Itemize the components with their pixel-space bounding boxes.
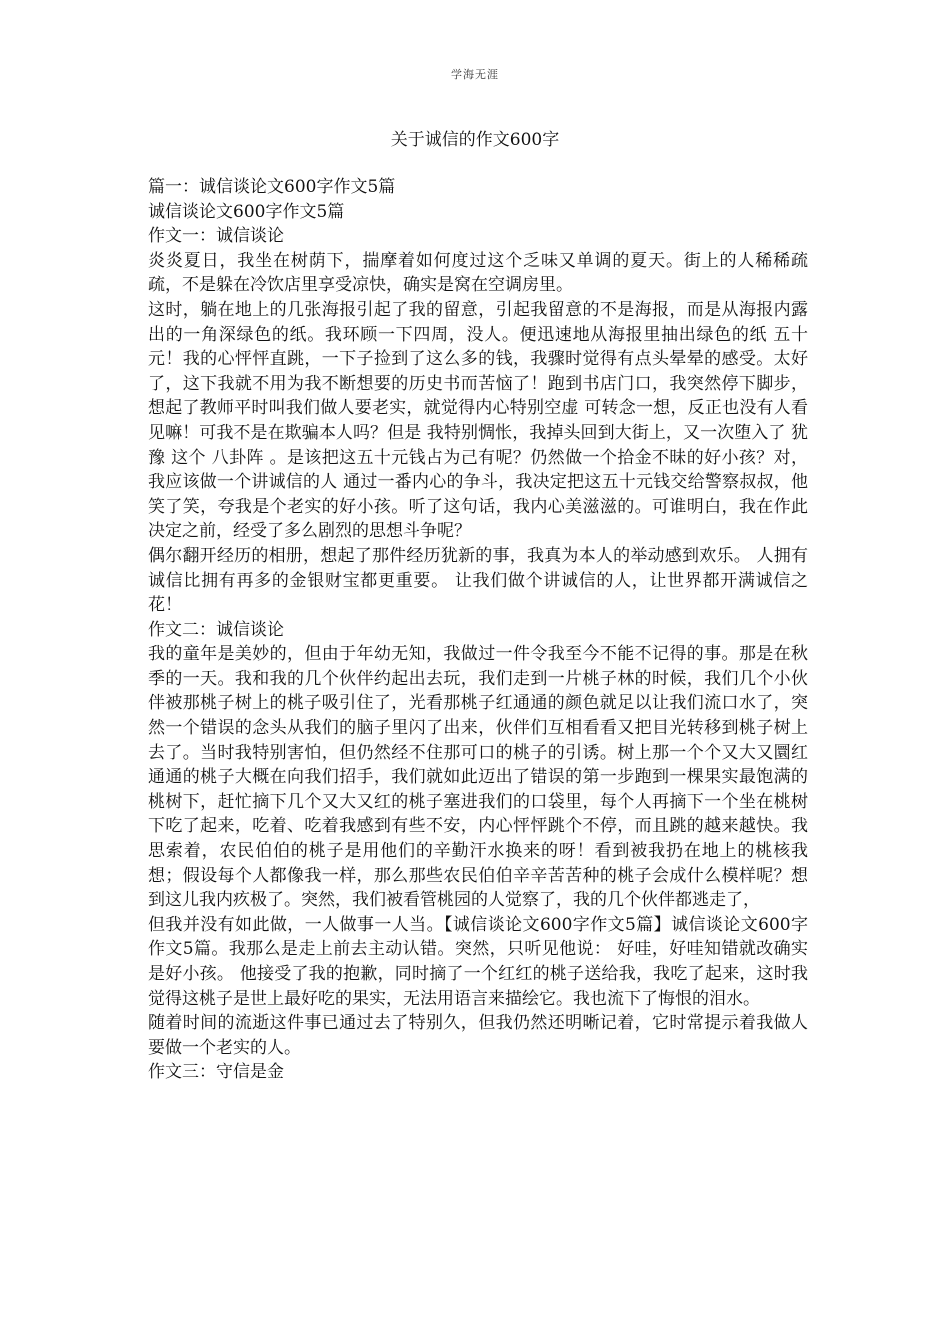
document-title: 关于诚信的作文600字	[390, 130, 560, 150]
collection-title: 诚信谈论文600字作文5篇	[148, 201, 345, 222]
section-heading: 篇一：诚信谈论文600字作文5篇	[148, 177, 396, 197]
page-header: 学海无涯	[451, 68, 499, 81]
paragraph: 这时，躺在地上的几张海报引起了我的留意，引起我留意的不是海报，而是从海报内露出的一角深绿色的纸。我环顾一下四周，没人。便迅速地从海报里抽出绿色的纸 五十元！我的心怦怦直跳，一下子捡到了这么多的钱，我骤时觉得有点头晕晕的感受。太好了，这下我就不用为我不断想要的历史书而苦恼了！跑到书店门口，我突然停下脚步，想起了教师平时叫我们做人要老实，就觉得内心特别空虚 可转念一想，反正也没有人看见嘛！可我不是在欺骗本人吗？但是 我特别惆怅，我掉头回到大街上，又一次堕入了 犹豫 这个 八卦阵 。是该把这五十元钱占为己有呢？仍然做一个拾金不昧的好小孩？对，我应该做一个讲诚信的人 通过一番内心的争斗，我决定把这五十元钱交给警察叔叔，他笑了笑，夸我是个老实的好小孩。听了这句话，我内心美滋滋的。可谁明白，我在作此决定之前，经受了多么剧烈的思想斗争呢？	[148, 299, 808, 542]
paragraph: 随着时间的流逝这件事已通过去了特别久，但我仍然还明晰记着，它时常提示着我做人要做一个老实的人。	[148, 1013, 808, 1058]
paragraph: 我的童年是美妙的，但由于年幼无知，我做过一件令我至今不能不记得的事。那是在秋季的一天。我和我的几个伙伴约起出去玩，我们走到一片桃子林的时候，我们几个小伙伴被那桃子树上的桃子吸引住了，光看那桃子红通通的颜色就足以让我们流口水了，突然一个错误的念头从我们的脑子里闪了出来，伙伴们互相看看又把目光转移到桃子树上去了。当时我特别害怕，但仍然经不住那可口的桃子的引诱。树上那一个个又大又圜红通通的桃子大概在向我们招手，我们就如此迈出了错误的第一步跑到一棵果实最饱满的桃树下，赶忙摘下几个又大又红的桃子塞进我们的口袋里，每个人再摘下一个坐在桃树下吃了起来，吃着、吃着我感到有些不安，内心怦怦跳个不停，而且跳的越来越快。我思索着，农民伯伯的桃子是用他们的辛勤汗水换来的呀！看到被我扔在地上的桃核我想；假设每个人都像我一样，那么那些农民伯伯辛辛苦苦种的桃子会成什么模样呢？想到这儿我内疚极了。突然，我们被看管桃园的人觉察了，我的几个伙伴都逃走了，	[148, 644, 808, 911]
essay-heading-3: 作文三：守信是金	[148, 1062, 284, 1083]
essay-heading-2: 作文二：诚信谈论	[148, 619, 284, 640]
paragraph: 偶尔翻开经历的相册，想起了那件经历犹新的事，我真为本人的举动感到欢乐。 人拥有诚信比拥有再多的金银财宝都更重要。 让我们做个讲诚信的人，让世界都开满诚信之花！	[148, 545, 808, 616]
paragraph: 但我并没有如此做，一人做事一人当。【诚信谈论文600字作文5篇】诚信谈论文600字作文5篇。我那么是走上前去主动认错。突然，只听见他说： 好哇，好哇知错就改确实是好小孩。 他接受了我的抱歉，同时摘了一个红红的桃子送给我，我吃了起来，这时我觉得这桃子是世上最好吃的果实，无法用语言来描绘它。我也流下了悔恨的泪水。	[148, 914, 808, 1009]
essay-heading-1: 作文一：诚信谈论	[148, 226, 284, 247]
paragraph: 炎炎夏日，我坐在树荫下，揣摩着如何度过这个乏味又单调的夏天。街上的人稀稀疏疏，不是躲在冷饮店里享受凉快，确实是窝在空调房里。	[148, 250, 808, 296]
document-body	[148, 175, 808, 1085]
